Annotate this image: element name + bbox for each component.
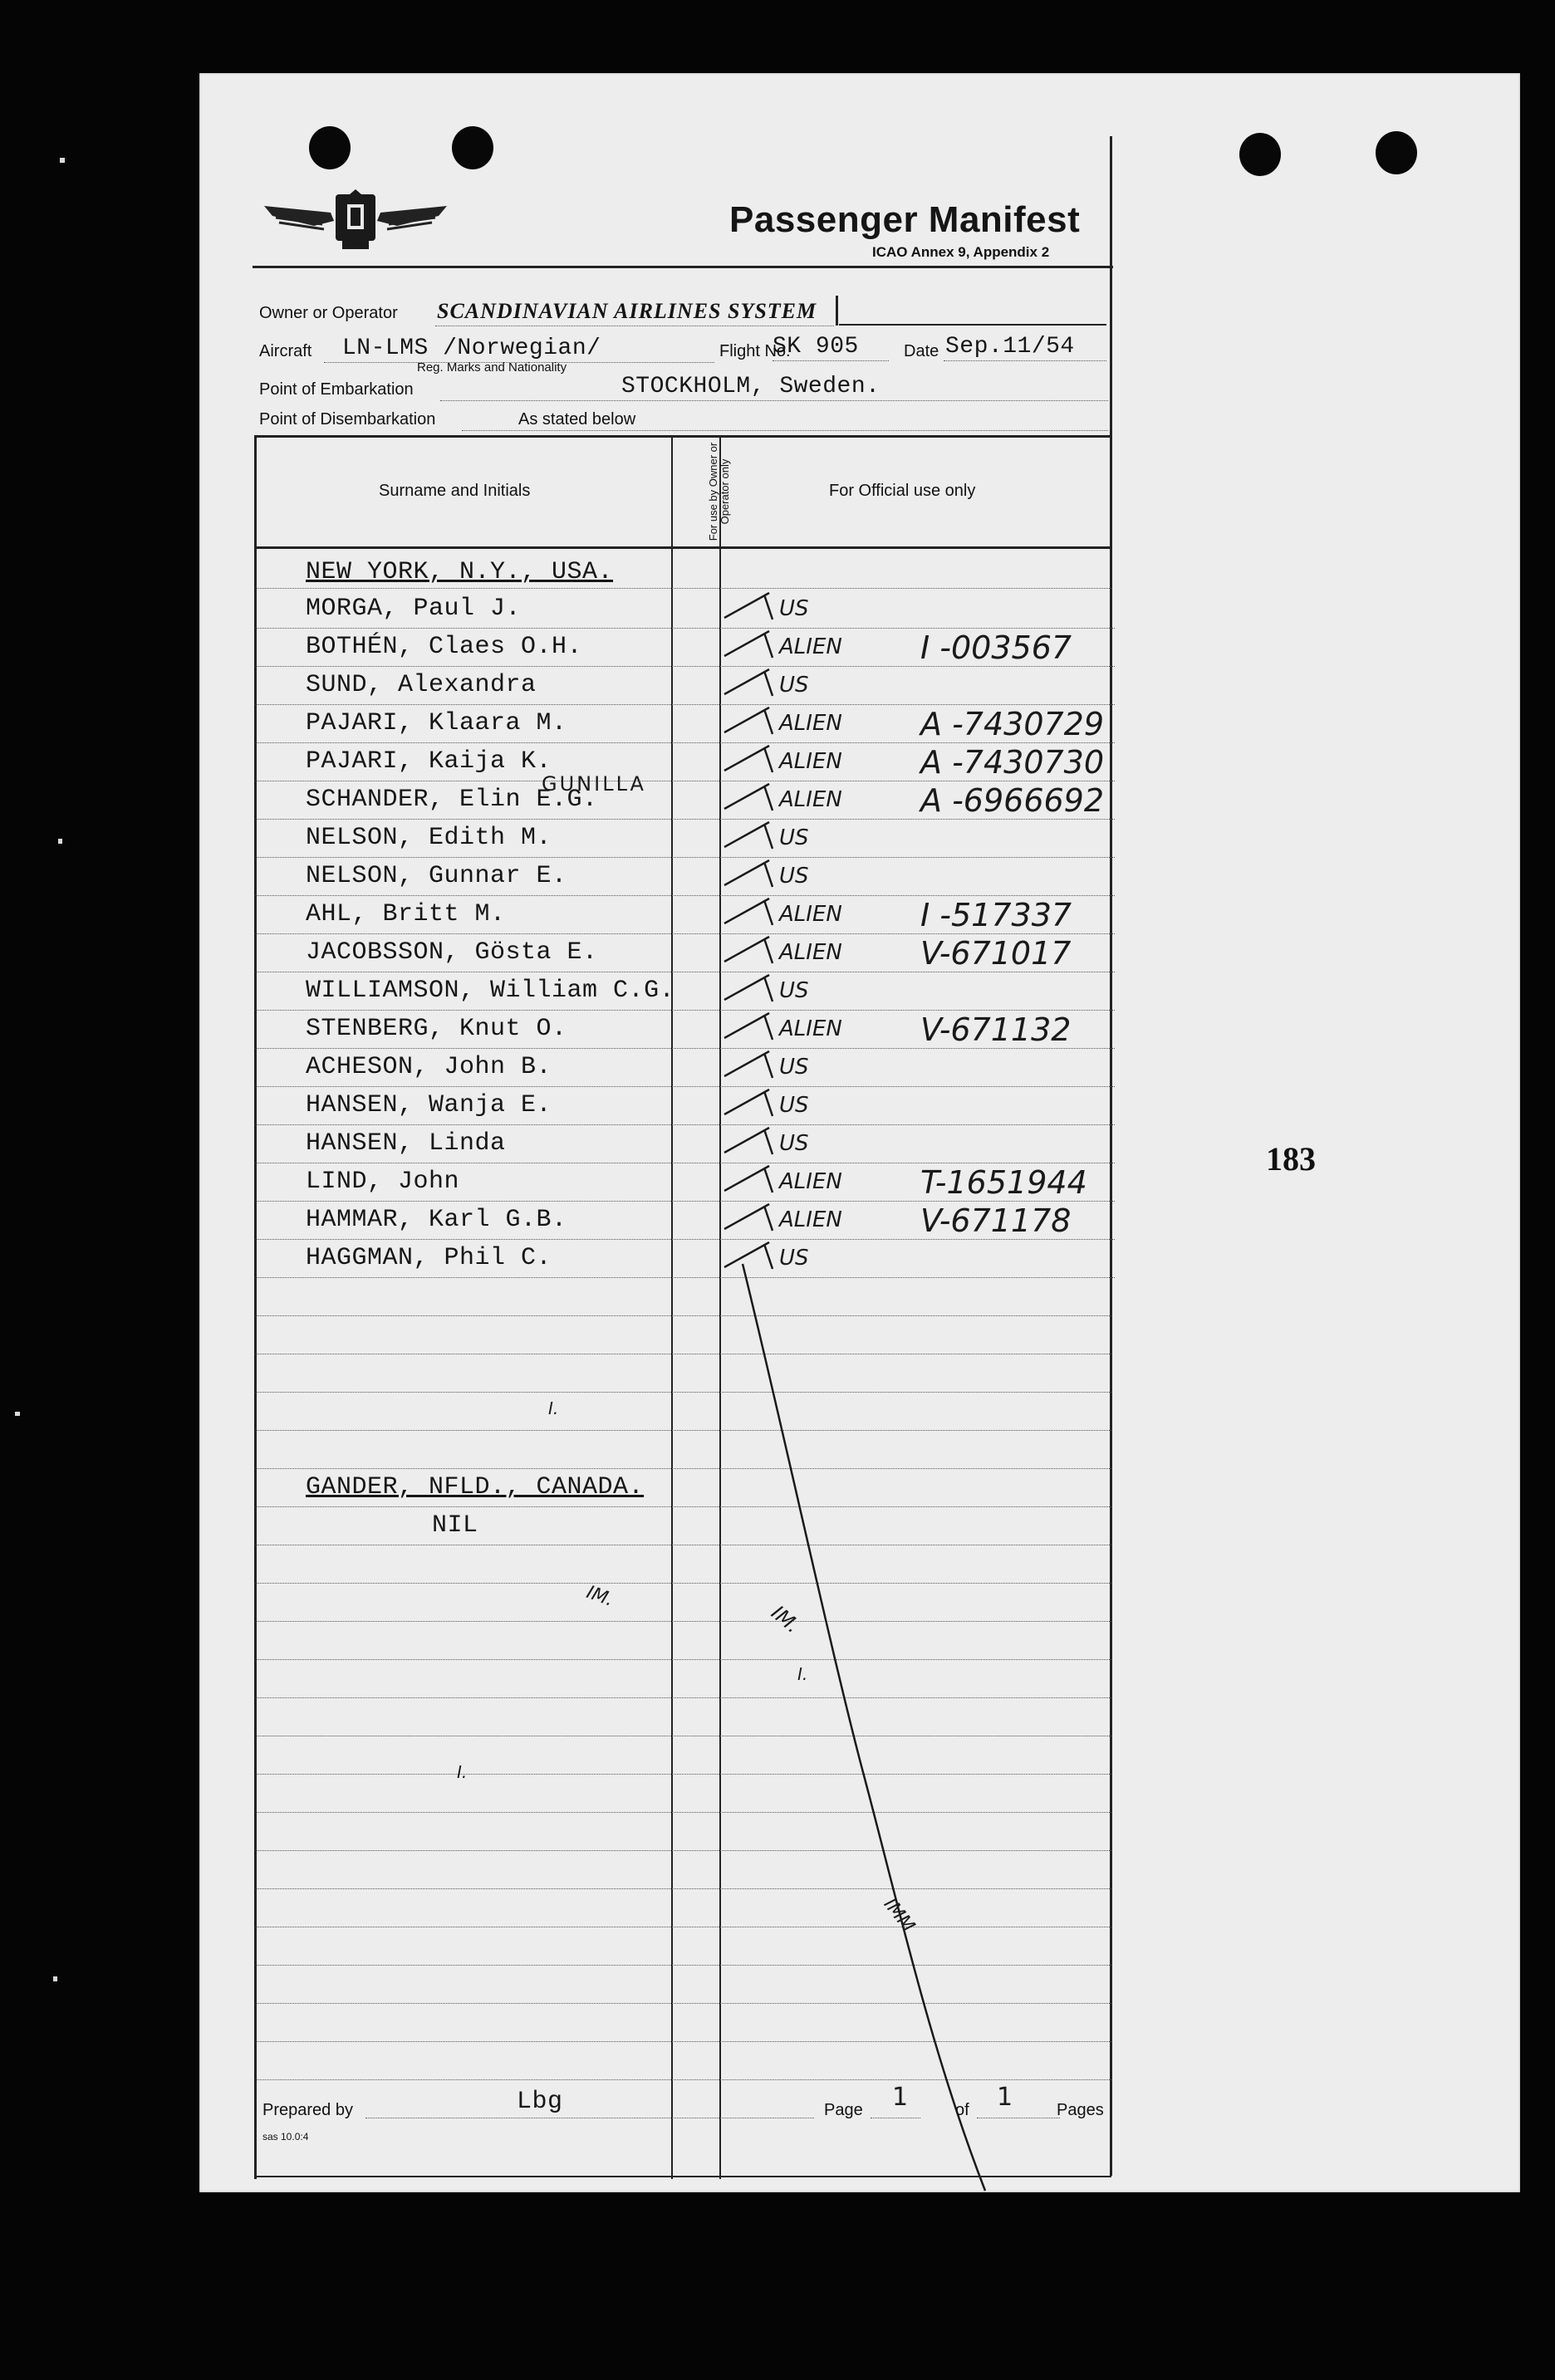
status-mark: ALIEN [779, 787, 842, 812]
page-title: Passenger Manifest [729, 199, 1081, 240]
status-mark: ALIEN [779, 711, 842, 736]
official-column-header: For Official use only [829, 482, 976, 500]
alien-number: A -7430730 [920, 744, 1105, 781]
scan-edge-mark [58, 839, 62, 844]
disembarkation-label: Point of Disembarkation [259, 410, 436, 428]
date-label: Date [904, 342, 939, 360]
manifest-page [199, 73, 1520, 2192]
annotation-im: IM. [767, 1600, 805, 1638]
passenger-name: STENBERG, Knut O. [306, 1015, 567, 1043]
status-mark: US [779, 596, 809, 621]
written-over-name: GUNILLA [542, 772, 646, 796]
annotation-i: I. [457, 1762, 468, 1782]
passenger-name: MORGA, Paul J. [306, 595, 522, 623]
surname-column-header: Surname and Initials [379, 482, 531, 500]
disembarkation-value: As stated below [518, 410, 636, 428]
prepared-by-value: Lbg [517, 2088, 563, 2116]
alien-number: A -6966692 [920, 782, 1105, 819]
scan-edge-mark [15, 1412, 20, 1416]
page-subtitle: ICAO Annex 9, Appendix 2 [872, 244, 1050, 260]
status-mark: ALIEN [779, 940, 842, 965]
annotation-imm: IMM [879, 1894, 919, 1937]
owner-label: Owner or Operator [259, 304, 398, 322]
scan-edge-mark [60, 158, 65, 163]
annotation-im: IM. [583, 1582, 616, 1611]
passenger-name: HAGGMAN, Phil C. [306, 1244, 552, 1272]
status-mark: ALIEN [779, 902, 842, 927]
of-label: of [955, 2101, 969, 2119]
owner-value: SCANDINAVIAN AIRLINES SYSTEM [437, 299, 817, 323]
status-mark: US [779, 825, 809, 850]
status-mark: ALIEN [779, 1207, 842, 1232]
status-mark: US [779, 1131, 809, 1156]
status-mark: ALIEN [779, 1016, 842, 1041]
annotation-i: I. [548, 1398, 559, 1418]
passenger-name: HANSEN, Wanja E. [306, 1091, 552, 1119]
status-mark: ALIEN [779, 1169, 842, 1194]
flight-label: Flight No. [719, 342, 791, 360]
page-label: Page [824, 2101, 863, 2119]
passenger-name: NELSON, Gunnar E. [306, 862, 567, 890]
scan-edge-mark [53, 1976, 57, 1981]
status-mark: ALIEN [779, 749, 842, 774]
passenger-name: SCHANDER, Elin E.G. [306, 786, 598, 814]
passenger-name: NELSON, Edith M. [306, 824, 552, 852]
passenger-name: WILLIAMSON, William C.G. [306, 977, 675, 1005]
aircraft-label: Aircraft [259, 342, 312, 360]
alien-number: A -7430729 [920, 706, 1105, 742]
total-pages: 1 [997, 2083, 1013, 2112]
footer-rule [254, 2176, 1111, 2177]
passenger-name: PAJARI, Kaija K. [306, 747, 552, 776]
destination-gander: GANDER, NFLD., CANADA. [306, 1473, 645, 1501]
status-mark: US [779, 1246, 809, 1271]
status-mark: US [779, 864, 809, 889]
alien-number: T-1651944 [920, 1164, 1087, 1201]
passenger-name: SUND, Alexandra [306, 671, 537, 699]
passenger-name: BOTHÉN, Claes O.H. [306, 633, 583, 661]
passenger-name: LIND, John [306, 1168, 460, 1196]
diagonal-pen-line [199, 73, 1520, 2192]
prepared-by-label: Prepared by [262, 2101, 353, 2119]
page-number: 1 [892, 2083, 909, 2112]
annotation-i: I. [797, 1664, 808, 1684]
gander-passenger-count: NIL [432, 1511, 478, 1540]
passenger-name: HANSEN, Linda [306, 1129, 506, 1158]
passenger-name: PAJARI, Klaara M. [306, 709, 567, 737]
form-code: sas 10.0:4 [262, 2131, 309, 2142]
alien-number: I -003567 [920, 629, 1072, 666]
embarkation-label: Point of Embarkation [259, 380, 414, 399]
status-mark: ALIEN [779, 634, 842, 659]
destination-new-york: NEW YORK, N.Y., USA. [306, 558, 614, 586]
alien-number: I -517337 [920, 897, 1072, 933]
date-value: Sep.11/54 [945, 334, 1075, 360]
reg-caption: Reg. Marks and Nationality [417, 360, 567, 375]
embarkation-value: STOCKHOLM, Sweden. [621, 374, 881, 399]
passenger-name: HAMMAR, Karl G.B. [306, 1206, 567, 1234]
passenger-name: JACOBSSON, Gösta E. [306, 938, 598, 967]
alien-number: V-671017 [920, 935, 1072, 972]
passenger-name: AHL, Britt M. [306, 900, 506, 928]
status-mark: US [779, 1055, 809, 1080]
page-side-number: 183 [1266, 1140, 1316, 1178]
status-mark: US [779, 673, 809, 698]
aircraft-value: LN-LMS /Norwegian/ [342, 335, 601, 361]
flight-value: SK 905 [773, 334, 859, 360]
status-mark: US [779, 1093, 809, 1118]
pages-label: Pages [1057, 2101, 1104, 2119]
alien-number: V-671132 [920, 1011, 1072, 1048]
alien-number: V-671178 [920, 1202, 1072, 1239]
owner-column-header: For use by Owner or Operator only [707, 442, 731, 541]
passenger-name: ACHESON, John B. [306, 1053, 552, 1081]
status-mark: US [779, 978, 809, 1003]
